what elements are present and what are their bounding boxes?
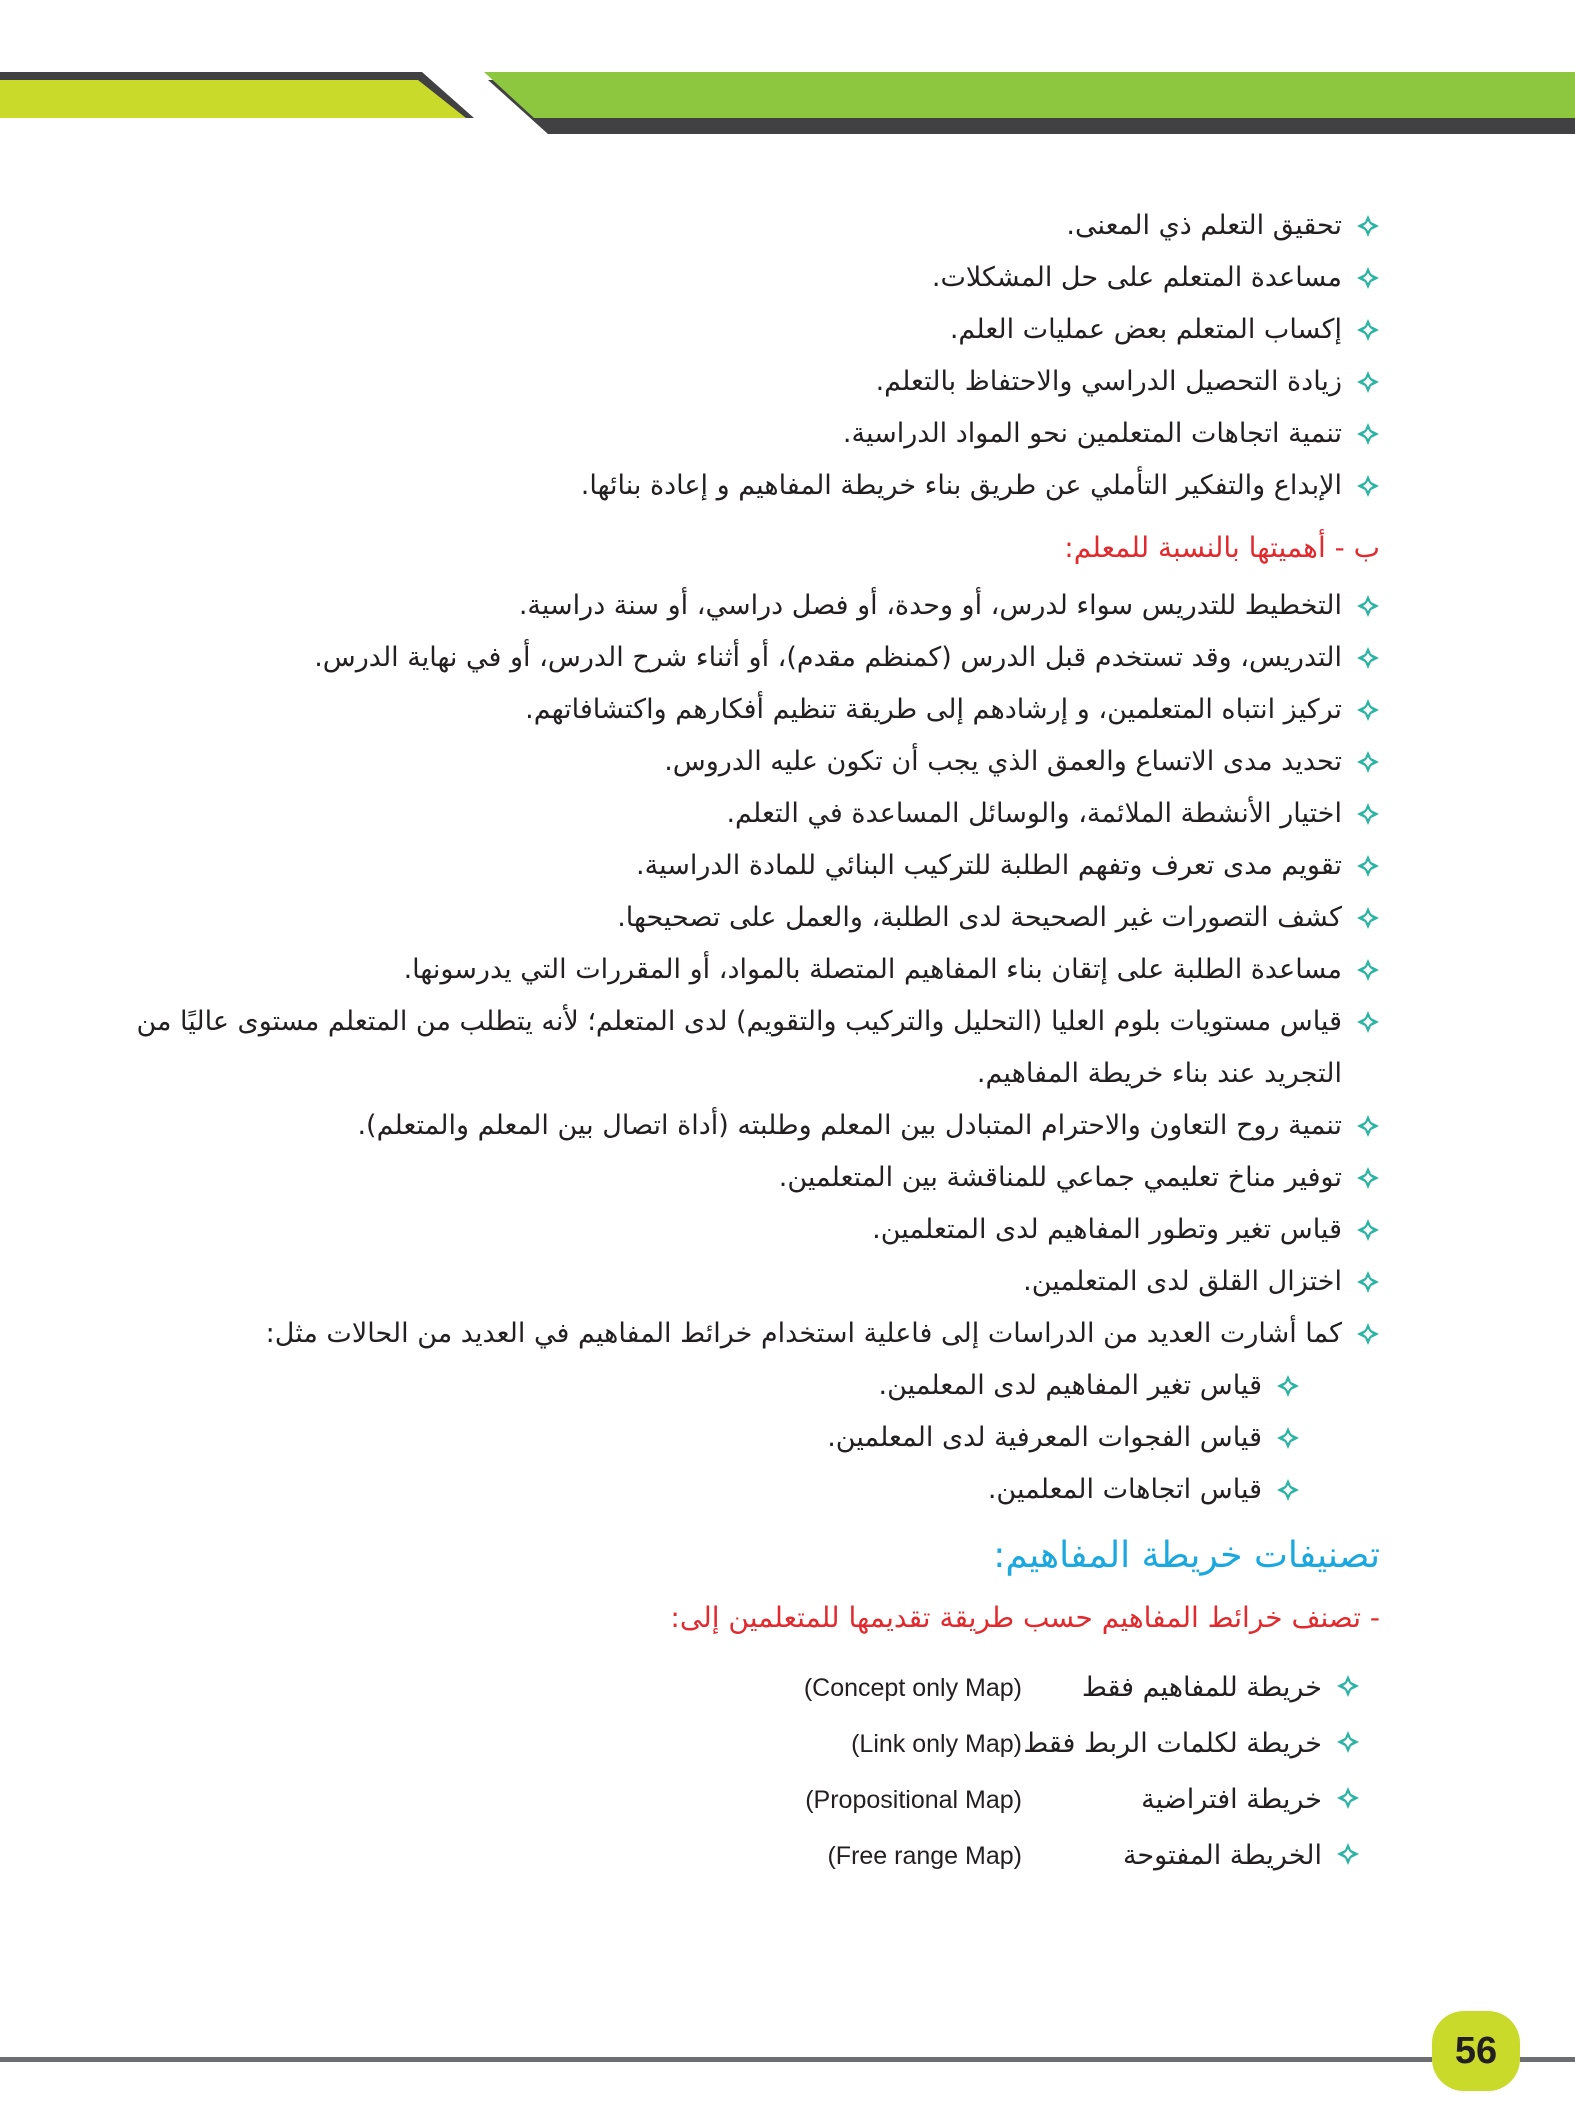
diamond-star-icon <box>1356 318 1380 342</box>
list-item: تحقيق التعلم ذي المعنى. <box>110 200 1380 252</box>
diamond-star-icon <box>1336 1674 1360 1698</box>
diamond-star-icon <box>1356 1166 1380 1190</box>
diamond-star-icon <box>1356 646 1380 670</box>
footer-divider-right <box>1520 2057 1575 2062</box>
diamond-star-icon <box>1356 266 1380 290</box>
diamond-star-icon <box>1356 802 1380 826</box>
list-item: زيادة التحصيل الدراسي والاحتفاظ بالتعلم. <box>110 356 1380 408</box>
list-item: التخطيط للتدريس سواء لدرس، أو وحدة، أو فصل دراسي، أو سنة دراسية. <box>110 580 1380 632</box>
diamond-star-icon <box>1356 1322 1380 1346</box>
diamond-star-icon <box>1356 958 1380 982</box>
diamond-star-icon <box>1356 1218 1380 1242</box>
diamond-star-icon <box>1336 1786 1360 1810</box>
list-item <box>110 1772 1360 1828</box>
diamond-star-icon <box>1336 1842 1360 1866</box>
list-item: التدريس، وقد تستخدم قبل الدرس (كمنظم مقدم)، أو أثناء شرح الدرس، أو في نهاية الدرس. <box>110 632 1380 684</box>
footer-divider-left <box>0 2057 1432 2062</box>
list-item: الإبداع والتفكير التأملي عن طريق بناء خريطة المفاهيم و إعادة بنائها. <box>110 460 1380 512</box>
list-item: قياس تغير المفاهيم لدى المعلمين. <box>110 1360 1300 1412</box>
header-banner <box>0 0 1575 140</box>
diamond-star-icon <box>1356 854 1380 878</box>
list-item <box>110 1716 1360 1772</box>
map-type-english: (Link only Map) <box>851 1730 1022 1758</box>
list-item: تحديد مدى الاتساع والعمق الذي يجب أن تكون عليه الدروس. <box>110 736 1380 788</box>
list-item: كما أشارت العديد من الدراسات إلى فاعلية استخدام خرائط المفاهيم في العديد من الحالات مثل: <box>110 1308 1380 1360</box>
importance-list-b <box>110 580 1380 1516</box>
list-item: اختيار الأنشطة الملائمة، والوسائل المساعدة في التعلم. <box>110 788 1380 840</box>
list-item: تقويم مدى تعرف وتفهم الطلبة للتركيب البنائي للمادة الدراسية. <box>110 840 1380 892</box>
list-item: قياس الفجوات المعرفية لدى المعلمين. <box>110 1412 1300 1464</box>
list-item: تنمية روح التعاون والاحترام المتبادل بين المعلم وطلبته (أداة اتصال بين المعلم والمتعلم). <box>110 1100 1380 1152</box>
diamond-star-icon <box>1356 698 1380 722</box>
diamond-star-icon <box>1336 1730 1360 1754</box>
diamond-star-icon <box>1356 906 1380 930</box>
header-lime-stripe <box>0 78 468 118</box>
classification-subheading: - تصنف خرائط المفاهيم حسب طريقة تقديمها للمتعلمين إلى: <box>670 1601 1380 1634</box>
map-type-arabic: خريطة افتراضية <box>1141 1784 1322 1815</box>
section-title: تصنيفات خريطة المفاهيم: <box>993 1535 1380 1576</box>
list-item: توفير مناخ تعليمي جماعي للمناقشة بين المتعلمين. <box>110 1152 1380 1204</box>
importance-list-a <box>110 200 1380 512</box>
page-content <box>110 200 1380 1884</box>
diamond-star-icon <box>1356 474 1380 498</box>
list-item: اختزال القلق لدى المتعلمين. <box>110 1256 1380 1308</box>
diamond-star-icon <box>1356 214 1380 238</box>
list-item: كشف التصورات غير الصحيحة لدى الطلبة، والعمل على تصحيحها. <box>110 892 1380 944</box>
map-types-list <box>110 1660 1360 1884</box>
diamond-star-icon <box>1356 370 1380 394</box>
list-item: تركيز انتباه المتعلمين، و إرشادهم إلى طريقة تنظيم أفكارهم واكتشافاتهم. <box>110 684 1380 736</box>
list-item: قياس اتجاهات المعلمين. <box>110 1464 1300 1516</box>
diamond-star-icon <box>1276 1426 1300 1450</box>
list-item: إكساب المتعلم بعض عمليات العلم. <box>110 304 1380 356</box>
diamond-star-icon <box>1356 750 1380 774</box>
map-type-english: (Propositional Map) <box>805 1786 1022 1814</box>
header-green-stripe <box>484 72 1575 118</box>
list-item: قياس تغير وتطور المفاهيم لدى المتعلمين. <box>110 1204 1380 1256</box>
map-type-arabic: خريطة لكلمات الربط فقط <box>1023 1728 1322 1759</box>
diamond-star-icon <box>1356 1114 1380 1138</box>
map-type-english: (Concept only Map) <box>803 1674 1022 1702</box>
list-item: تنمية اتجاهات المتعلمين نحو المواد الدراسية. <box>110 408 1380 460</box>
map-type-arabic: الخريطة المفتوحة <box>1122 1840 1322 1871</box>
list-item <box>110 1828 1360 1884</box>
list-item <box>110 1660 1360 1716</box>
list-item: مساعدة الطلبة على إتقان بناء المفاهيم المتصلة بالمواد، أو المقررات التي يدرسونها. <box>110 944 1380 996</box>
diamond-star-icon <box>1356 594 1380 618</box>
map-type-english: (Free range Map) <box>827 1842 1022 1870</box>
diamond-star-icon <box>1356 1270 1380 1294</box>
list-item: مساعدة المتعلم على حل المشكلات. <box>110 252 1380 304</box>
page-number: 56 <box>1432 2011 1520 2091</box>
list-item: قياس مستويات بلوم العليا (التحليل والتركيب والتقويم) لدى المتعلم؛ لأنه يتطلب من المتعلم مستوى عاليًا من التجريد عند بناء خريطة المفاهيم. <box>110 996 1380 1100</box>
diamond-star-icon <box>1276 1374 1300 1398</box>
map-type-arabic: خريطة للمفاهيم فقط <box>1081 1672 1322 1703</box>
diamond-star-icon <box>1276 1478 1300 1502</box>
diamond-star-icon <box>1356 1010 1380 1034</box>
diamond-star-icon <box>1356 422 1380 446</box>
section-b-heading: ب - أهميتها بالنسبة للمعلم: <box>1064 531 1380 564</box>
